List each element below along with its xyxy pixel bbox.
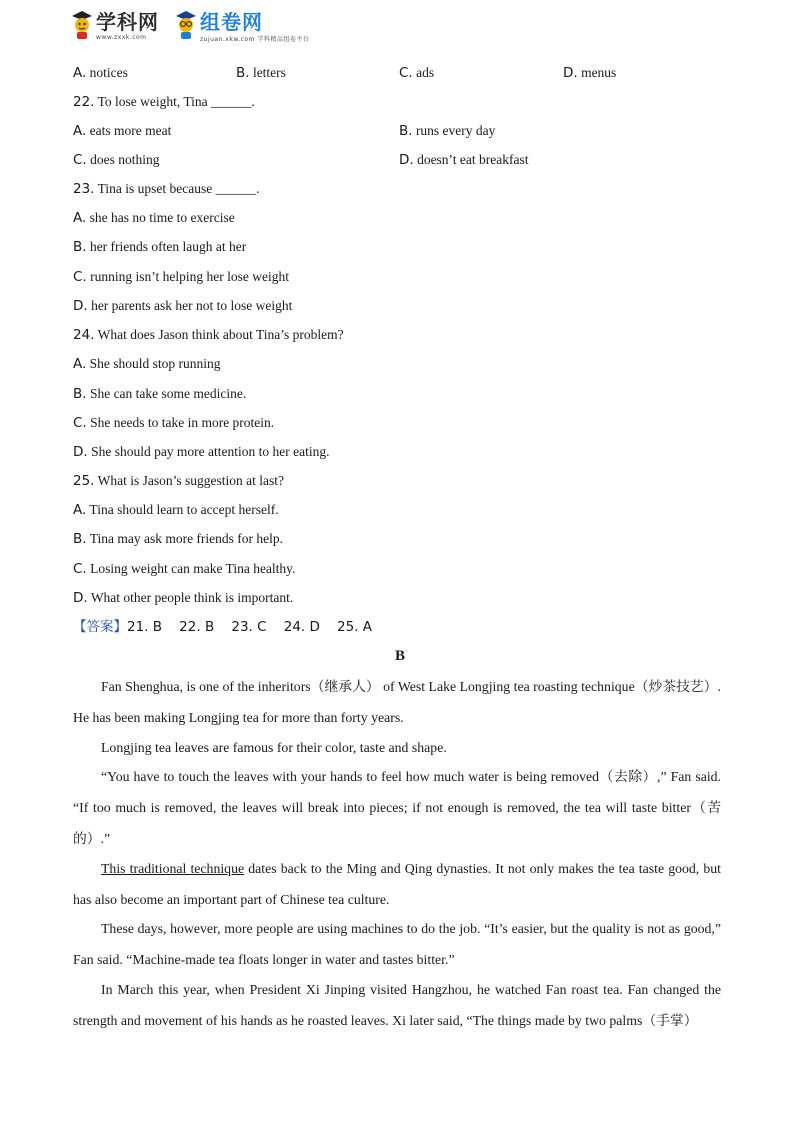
passage-b-paragraph-2: Longjing tea leaves are famous for their color, taste and shape.: [101, 740, 447, 755]
passage-b-paragraph-5: These days, however, more people are using machines to do the job. “It’s easier, but the quality is not as good,” Fan said. “Machine-made tea floats longer in water and tastes bitter.”: [73, 921, 721, 967]
passage-b-paragraph-4: This traditional technique dates back to the Ming and Qing dynasties. It not only makes the tea taste good, but has also become an important part of Chinese tea culture.: [73, 861, 721, 907]
passage-b-paragraph-6: In March this year, when President Xi Jinping visited Hangzhou, he watched Fan roast tea. Fan changed the strength and movement of his hands as he roasted leaves. Xi later said, “The things made by two palms（手掌）: [73, 982, 721, 1028]
underlined-phrase: This traditional technique: [101, 861, 245, 876]
q22-stem: 22. To lose weight, Tina ______.: [73, 94, 255, 110]
q23-stem: 23. Tina is upset because ______.: [73, 181, 260, 197]
q21-option-b: B. letters: [236, 65, 286, 81]
mascot-icon: [70, 10, 94, 40]
answer-line: 【答案】21. B 22. B 23. C 24. D 25. A: [73, 619, 373, 635]
q23-option-a: A. she has no time to exercise: [73, 210, 235, 226]
q25-option-c: C. Losing weight can make Tina healthy.: [73, 561, 296, 577]
mascot-glasses-icon: [174, 10, 198, 40]
q22-option-a: A. eats more meat: [73, 123, 172, 139]
q24-option-a: A. She should stop running: [73, 356, 221, 372]
zxxk-logo-text: 学科网: [96, 10, 159, 34]
q23-option-b: B. her friends often laugh at her: [73, 239, 247, 255]
passage-b-paragraph-3: “You have to touch the leaves with your hands to feel how much water is being removed（去除）,” Fan said. “If too much is removed, the leaves will break into pieces; if not enough is removed, the tea will taste bitter（苦的）.”: [73, 769, 721, 846]
zxxk-logo: [70, 10, 159, 41]
q25-stem: 25. What is Jason’s suggestion at last?: [73, 473, 284, 489]
q24-option-d: D. She should pay more attention to her eating.: [73, 444, 330, 460]
q22-option-d: D. doesn’t eat breakfast: [399, 152, 529, 168]
q25-option-d: D. What other people think is important.: [73, 590, 294, 606]
q23-option-d: D. her parents ask her not to lose weight: [73, 298, 293, 314]
q22-option-c: C. does nothing: [73, 152, 160, 168]
q24-stem: 24. What does Jason think about Tina’s problem?: [73, 327, 344, 343]
q21-option-a: A. notices: [73, 65, 128, 81]
q24-option-b: B. She can take some medicine.: [73, 386, 247, 402]
q25-option-b: B. Tina may ask more friends for help.: [73, 531, 284, 547]
q23-option-c: C. running isn’t helping her lose weight: [73, 269, 289, 285]
zujuan-logo-url: zujuan.xkw.com 学科精品组卷平台: [200, 36, 310, 43]
zujuan-logo: [174, 10, 309, 43]
q22-option-b: B. runs every day: [399, 123, 496, 139]
passage-b-paragraph-1: Fan Shenghua, is one of the inheritors（继承人） of West Lake Longjing tea roasting technique（炒茶技艺）. He has been making Longjing tea for more than forty years.: [73, 679, 721, 725]
q24-option-c: C. She needs to take in more protein.: [73, 415, 275, 431]
zujuan-logo-text: 组卷网: [200, 10, 263, 34]
zxxk-logo-url: www.zxxk.com: [96, 34, 147, 41]
page-header: [70, 10, 330, 50]
passage-b-title: B: [394, 648, 405, 664]
q25-option-a: A. Tina should learn to accept herself.: [73, 502, 279, 518]
q21-option-c: C. ads: [399, 65, 435, 81]
q21-option-d: D. menus: [563, 65, 617, 81]
